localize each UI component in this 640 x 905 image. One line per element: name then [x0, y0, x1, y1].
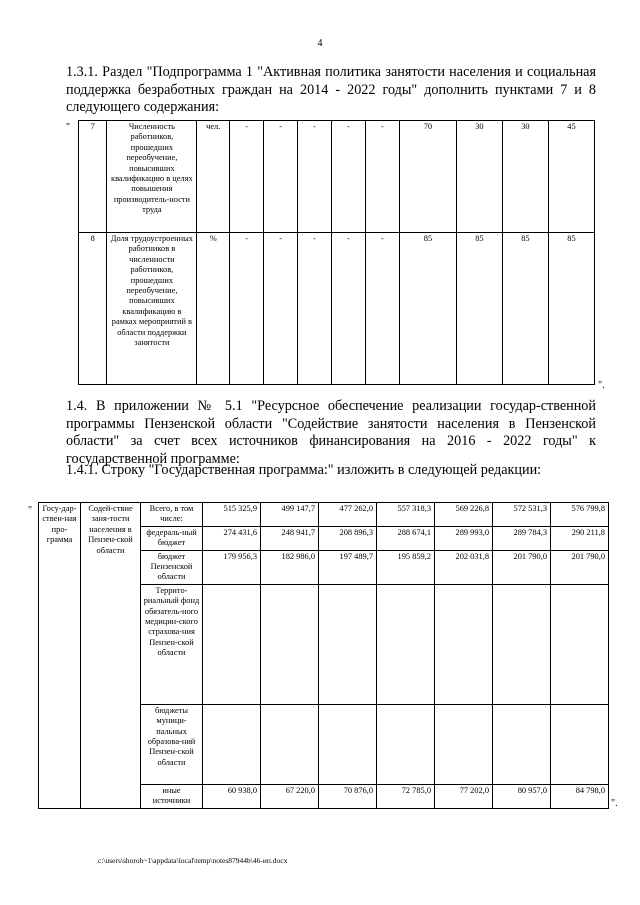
amount-cell: 288 674,1 [377, 526, 435, 550]
row-number: 8 [79, 233, 107, 385]
row-number: 7 [79, 121, 107, 233]
source-label: бюджет Пензенской области [141, 550, 203, 584]
amount-cell: 274 431,6 [203, 526, 261, 550]
amount-cell: 182 986,0 [261, 550, 319, 584]
value-cell: 85 [548, 233, 594, 385]
amount-cell [551, 584, 609, 704]
value-cell: 30 [456, 121, 502, 233]
indicator-name: Численность работников, прошедших переобучение, повысивших квалификацию в целях повышения производитель-ности труда [107, 121, 197, 233]
amount-cell: 290 211,8 [551, 526, 609, 550]
closing-quote: ". [611, 798, 618, 809]
amount-cell: 499 147,7 [261, 503, 319, 527]
value-cell: - [264, 121, 298, 233]
table-row [39, 503, 609, 527]
paragraph-1-4: 1.4. В приложении № 5.1 "Ресурсное обеспечение реализации государ-ственной программы Пензенской области "Содействие занятости населения в Пензенской области" за счет всех источников финансирования на 2016 - 2022 годы" к государственной программе: [66, 398, 596, 467]
amount-cell [203, 704, 261, 784]
value-cell: 85 [399, 233, 456, 385]
value-cell: - [230, 121, 264, 233]
status-cell: Госу-дар-ствен-ная про-грамма [39, 503, 81, 809]
amount-cell [493, 584, 551, 704]
page-number: 4 [317, 38, 323, 49]
value-cell: 85 [456, 233, 502, 385]
value-cell: - [365, 233, 399, 385]
amount-cell [261, 584, 319, 704]
amount-cell: 248 941,7 [261, 526, 319, 550]
amount-cell [493, 704, 551, 784]
indicator-name: Доля трудоустроенных работников в численности работников, прошедших переобучение, повысивших квалификацию в рамках мероприятий в области поддержки занятости [107, 233, 197, 385]
amount-cell: 569 226,8 [435, 503, 493, 527]
source-label: бюджеты муници-пальных образова-ний Пензен-ской области [141, 704, 203, 784]
value-cell: 45 [548, 121, 594, 233]
source-label: иные источники [141, 784, 203, 808]
amount-cell [377, 704, 435, 784]
indicators-table [78, 120, 595, 385]
value-cell: 70 [399, 121, 456, 233]
amount-cell: 80 957,0 [493, 784, 551, 808]
value-cell: - [230, 233, 264, 385]
closing-quote: ". [598, 380, 605, 391]
program-name-cell: Содей-ствие заня-тости населения в Пензен-ской области [81, 503, 141, 809]
paragraph-1-4-1: 1.4.1. Строку "Государственная программа:" изложить в следующей редакции: [66, 462, 542, 478]
amount-cell [435, 704, 493, 784]
value-cell: 30 [502, 121, 548, 233]
resources-table [38, 502, 609, 809]
value-cell: - [332, 121, 366, 233]
amount-cell: 197 489,7 [319, 550, 377, 584]
amount-cell [319, 584, 377, 704]
amount-cell: 70 876,0 [319, 784, 377, 808]
paragraph-1-3-1: 1.3.1. Раздел "Подпрограмма 1 "Активная политика занятости населения и социальная поддержка безработных граждан на 2014 - 2022 годы" дополнить пунктами 7 и 8 следующего содержания: [66, 64, 596, 115]
amount-cell: 67 220,0 [261, 784, 319, 808]
value-cell: - [298, 121, 332, 233]
amount-cell: 576 799,8 [551, 503, 609, 527]
source-label: Всего, в том числе: [141, 503, 203, 527]
amount-cell: 557 318,3 [377, 503, 435, 527]
amount-cell: 179 956,3 [203, 550, 261, 584]
amount-cell [203, 584, 261, 704]
value-cell: - [332, 233, 366, 385]
amount-cell [261, 704, 319, 784]
source-label: федераль-ный бюджет [141, 526, 203, 550]
amount-cell [435, 584, 493, 704]
amount-cell [377, 584, 435, 704]
unit-cell: чел. [197, 121, 230, 233]
amount-cell: 477 262,0 [319, 503, 377, 527]
value-cell: - [365, 121, 399, 233]
amount-cell: 289 784,3 [493, 526, 551, 550]
amount-cell: 208 896,3 [319, 526, 377, 550]
amount-cell: 195 859,2 [377, 550, 435, 584]
opening-quote: " [66, 122, 71, 133]
amount-cell: 60 938,0 [203, 784, 261, 808]
amount-cell: 572 531,3 [493, 503, 551, 527]
file-path-footer: c:\users\shoroh~1\appdata\local\temp\notes87944b\46-ип.docx [98, 856, 288, 865]
amount-cell: 201 790,0 [551, 550, 609, 584]
value-cell: 85 [502, 233, 548, 385]
source-label: Террито-риальный фонд обязатель-ного медицин-ского страхова-ния Пензен-ской области [141, 584, 203, 704]
amount-cell [319, 704, 377, 784]
amount-cell: 77 202,0 [435, 784, 493, 808]
amount-cell: 201 790,0 [493, 550, 551, 584]
opening-quote: " [28, 505, 33, 516]
unit-cell: % [197, 233, 230, 385]
table-row [79, 233, 595, 385]
amount-cell: 202 031,8 [435, 550, 493, 584]
amount-cell: 72 785,0 [377, 784, 435, 808]
amount-cell: 289 993,0 [435, 526, 493, 550]
amount-cell: 84 798,0 [551, 784, 609, 808]
amount-cell [551, 704, 609, 784]
amount-cell: 515 325,9 [203, 503, 261, 527]
table-row [79, 121, 595, 233]
value-cell: - [298, 233, 332, 385]
value-cell: - [264, 233, 298, 385]
